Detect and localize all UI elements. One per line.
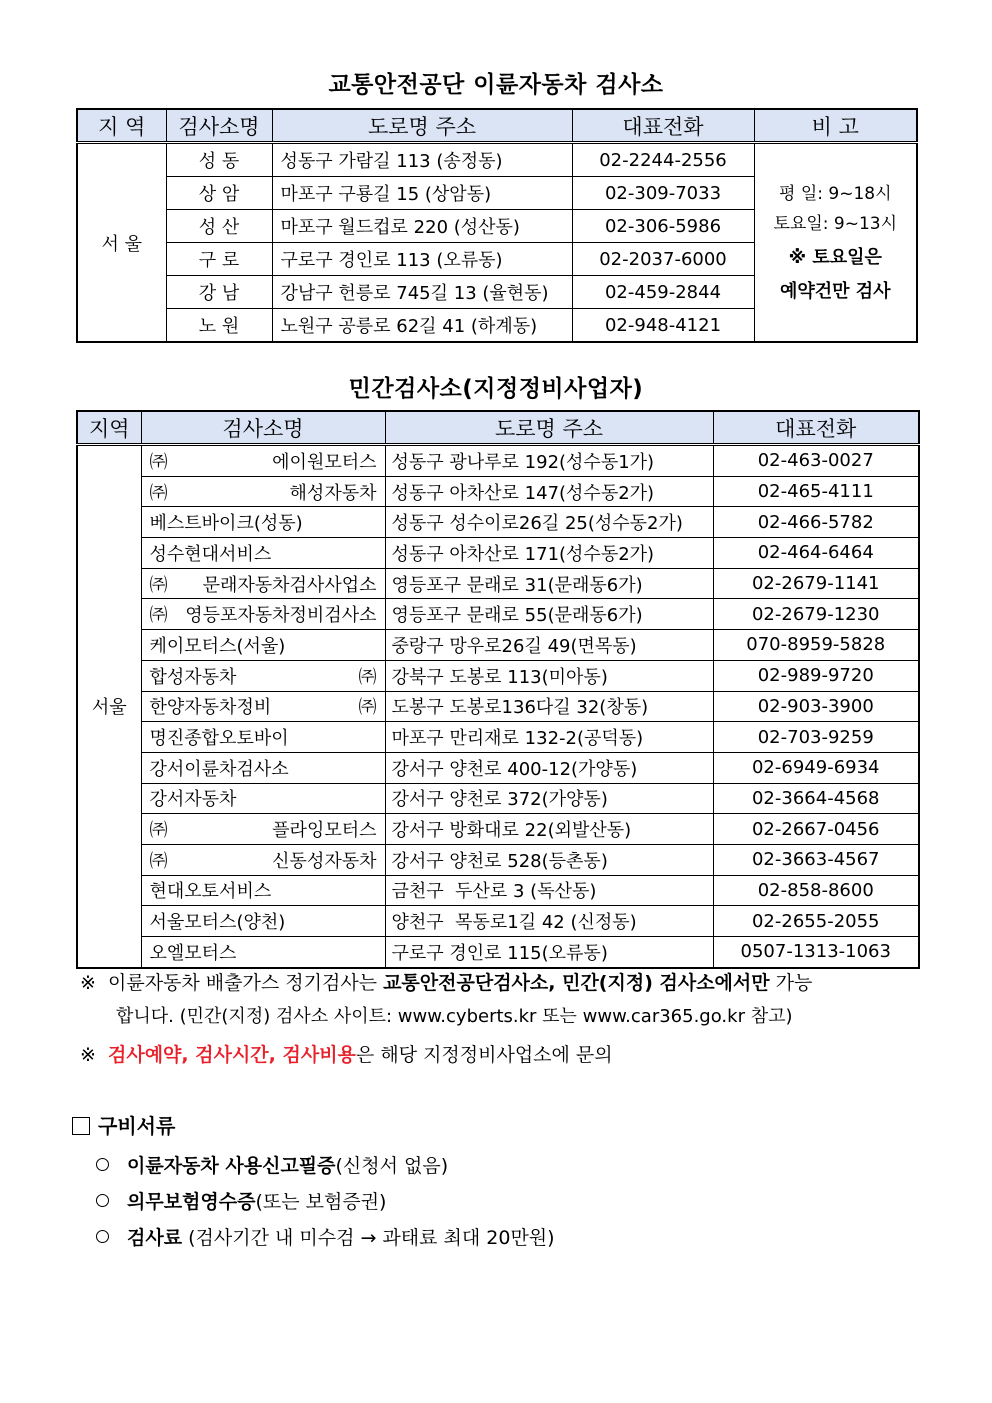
station-name: 강서이륜차검사소: [141, 752, 385, 783]
station-address: 구로구 경인로 113 (오류동): [272, 243, 572, 276]
station-name: 한양자동차정비㈜: [141, 691, 385, 722]
station-name: 케이모터스(서울): [141, 630, 385, 661]
station-name: 성 산: [166, 210, 272, 243]
list-item: [96, 1148, 555, 1184]
station-phone: 02-3664-4568: [713, 783, 919, 814]
station-address: 마포구 월드컵로 220 (성산동): [272, 210, 572, 243]
saturday-note-2: 예약건만 검사: [779, 280, 891, 302]
header-region: 지역: [77, 411, 141, 445]
table-row: [77, 660, 919, 691]
private-header-row: [77, 411, 919, 445]
station-phone: 02-858-8600: [713, 875, 919, 906]
station-address: 노원구 공릉로 62길 41 (하계동): [272, 309, 572, 343]
station-address: 성동구 광나루로 192(성수동1가): [385, 445, 713, 477]
header-region: 지 역: [77, 109, 166, 143]
header-name: 검사소명: [141, 411, 385, 445]
private-table: [76, 410, 920, 969]
station-phone: 02-2655-2055: [713, 906, 919, 937]
saturday-hours: 토요일: 9~13시: [773, 213, 897, 234]
note-1-line2: 합니다. (민간(지정) 검사소 사이트: www.cyberts.kr 또는 www.car365.go.kr 참고): [116, 1006, 793, 1027]
station-phone: 02-2679-1141: [713, 568, 919, 599]
note-2: [80, 1040, 920, 1070]
header-note: 비 고: [754, 109, 917, 143]
station-name: 강 남: [166, 276, 272, 309]
station-address: 강서구 양천로 528(등촌동): [385, 844, 713, 875]
private-table-body: [77, 445, 919, 968]
region-cell: 서울: [77, 445, 141, 968]
station-phone: 02-2244-2556: [572, 143, 754, 177]
table-row: [77, 476, 919, 507]
note-1: [80, 968, 920, 998]
station-phone: 02-463-0027: [713, 445, 919, 477]
documents-list: [96, 1148, 555, 1256]
kotsa-title: 교통안전공단 이륜자동차 검사소: [328, 72, 664, 98]
station-name: 합성자동차㈜: [141, 660, 385, 691]
weekday-hours: 평 일: 9~18시: [779, 183, 892, 204]
station-name: 강서자동차: [141, 783, 385, 814]
doc-item-bold: 이륜자동차 사용신고필증: [127, 1155, 336, 1177]
station-name: 베스트바이크(성동): [141, 507, 385, 538]
table-row: [77, 538, 919, 569]
station-name: 구 로: [166, 243, 272, 276]
station-phone: 070-8959-5828: [713, 630, 919, 661]
station-phone: 02-6949-6934: [713, 752, 919, 783]
station-name: ㈜플라잉모터스: [141, 814, 385, 845]
header-name: 검사소명: [166, 109, 272, 143]
circle-bullet-icon: [96, 1158, 109, 1171]
station-phone: 02-459-2844: [572, 276, 754, 309]
table-row: [77, 752, 919, 783]
table-row: [77, 722, 919, 753]
circle-bullet-icon: [96, 1230, 109, 1243]
station-name: 상 암: [166, 177, 272, 210]
table-row: [77, 937, 919, 968]
doc-item-bold: 검사료: [127, 1227, 183, 1249]
station-phone: 02-989-9720: [713, 660, 919, 691]
station-address: 성동구 아차산로 147(성수동2가): [385, 476, 713, 507]
documents-heading-text: 구비서류: [98, 1114, 176, 1138]
station-address: 강북구 도봉로 113(미아동): [385, 660, 713, 691]
station-phone: 02-2037-6000: [572, 243, 754, 276]
note-2-prefix: ※: [80, 1044, 108, 1066]
table-row: [77, 783, 919, 814]
station-phone: 02-703-9259: [713, 722, 919, 753]
checkbox-square-icon: [72, 1117, 90, 1135]
station-name: 명진종합오토바이: [141, 722, 385, 753]
circle-bullet-icon: [96, 1194, 109, 1207]
kotsa-header-row: [77, 109, 917, 143]
note-1-bold: 교통안전공단검사소, 민간(지정) 검사소에서만: [383, 972, 770, 994]
station-phone: 0507-1313-1063: [713, 937, 919, 968]
station-phone: 02-309-7033: [572, 177, 754, 210]
table-row: [77, 906, 919, 937]
station-address: 성동구 아차산로 171(성수동2가): [385, 538, 713, 569]
station-phone: 02-466-5782: [713, 507, 919, 538]
station-phone: 02-948-4121: [572, 309, 754, 343]
note-1-suffix: 가능: [769, 972, 813, 994]
station-address: 양천구 목동로1길 42 (신정동): [385, 906, 713, 937]
documents-heading: [72, 1110, 175, 1139]
station-address: 강서구 방화대로 22(외발산동): [385, 814, 713, 845]
station-address: 성동구 가람길 113 (송정동): [272, 143, 572, 177]
station-phone: 02-903-3900: [713, 691, 919, 722]
station-phone: 02-464-6464: [713, 538, 919, 569]
doc-item-bold: 의무보험영수증: [127, 1191, 256, 1213]
table-row: [77, 875, 919, 906]
station-phone: 02-2667-0456: [713, 814, 919, 845]
station-phone: 02-306-5986: [572, 210, 754, 243]
table-row: [77, 143, 917, 177]
header-address: 도로명 주소: [385, 411, 713, 445]
region-cell: 서 울: [77, 143, 166, 343]
station-name: 노 원: [166, 309, 272, 343]
station-name: 서울모터스(양천): [141, 906, 385, 937]
station-address: 영등포구 문래로 55(문래동6가): [385, 599, 713, 630]
station-name: ㈜영등포자동차정비검사소: [141, 599, 385, 630]
station-address: 영등포구 문래로 31(문래동6가): [385, 568, 713, 599]
header-address: 도로명 주소: [272, 109, 572, 143]
station-name: 오엘모터스: [141, 937, 385, 968]
table-row: [77, 844, 919, 875]
station-name: ㈜문래자동차검사사업소: [141, 568, 385, 599]
saturday-note-1: ※ 토요일은: [788, 246, 882, 268]
note-2-red: 검사예약, 검사시간, 검사비용: [108, 1044, 356, 1066]
header-phone: 대표전화: [713, 411, 919, 445]
table-row: [77, 445, 919, 477]
station-address: 강서구 양천로 400-12(가양동): [385, 752, 713, 783]
station-phone: 02-465-4111: [713, 476, 919, 507]
station-address: 성동구 성수이로26길 25(성수동2가): [385, 507, 713, 538]
table-row: [77, 507, 919, 538]
note-2-suffix: 은 해당 지정정비사업소에 문의: [355, 1044, 613, 1066]
station-phone: 02-2679-1230: [713, 599, 919, 630]
station-address: 마포구 만리재로 132-2(공덕동): [385, 722, 713, 753]
station-address: 마포구 구룡길 15 (상암동): [272, 177, 572, 210]
table-row: [77, 599, 919, 630]
header-phone: 대표전화: [572, 109, 754, 143]
list-item: [96, 1184, 555, 1220]
station-name: ㈜해성자동차: [141, 476, 385, 507]
hours-note: [754, 143, 917, 343]
station-phone: 02-3663-4567: [713, 844, 919, 875]
table-row: [77, 691, 919, 722]
station-address: 강남구 헌릉로 745길 13 (율현동): [272, 276, 572, 309]
table-row: [77, 630, 919, 661]
station-address: 도봉구 도봉로136다길 32(창동): [385, 691, 713, 722]
station-name: 현대오토서비스: [141, 875, 385, 906]
doc-item-rest: (또는 보험증권): [255, 1191, 387, 1213]
station-name: ㈜에이원모터스: [141, 445, 385, 477]
table-row: [77, 814, 919, 845]
station-address: 금천구 두산로 3 (독산동): [385, 875, 713, 906]
station-name: ㈜신동성자동차: [141, 844, 385, 875]
private-title: 민간검사소(지정정비사업자): [348, 376, 644, 402]
doc-item-rest: (검사기간 내 미수검 → 과태료 최대 20만원): [182, 1227, 555, 1249]
table-row: [77, 568, 919, 599]
station-name: 성수현대서비스: [141, 538, 385, 569]
station-name: 성 동: [166, 143, 272, 177]
list-item: [96, 1220, 555, 1256]
station-address: 강서구 양천로 372(가양동): [385, 783, 713, 814]
note-1-prefix: ※ 이륜자동차 배출가스 정기검사는: [80, 972, 384, 994]
doc-item-rest: (신청서 없음): [335, 1155, 449, 1177]
kotsa-table: [76, 108, 918, 343]
station-address: 구로구 경인로 115(오류동): [385, 937, 713, 968]
station-address: 중랑구 망우로26길 49(면목동): [385, 630, 713, 661]
